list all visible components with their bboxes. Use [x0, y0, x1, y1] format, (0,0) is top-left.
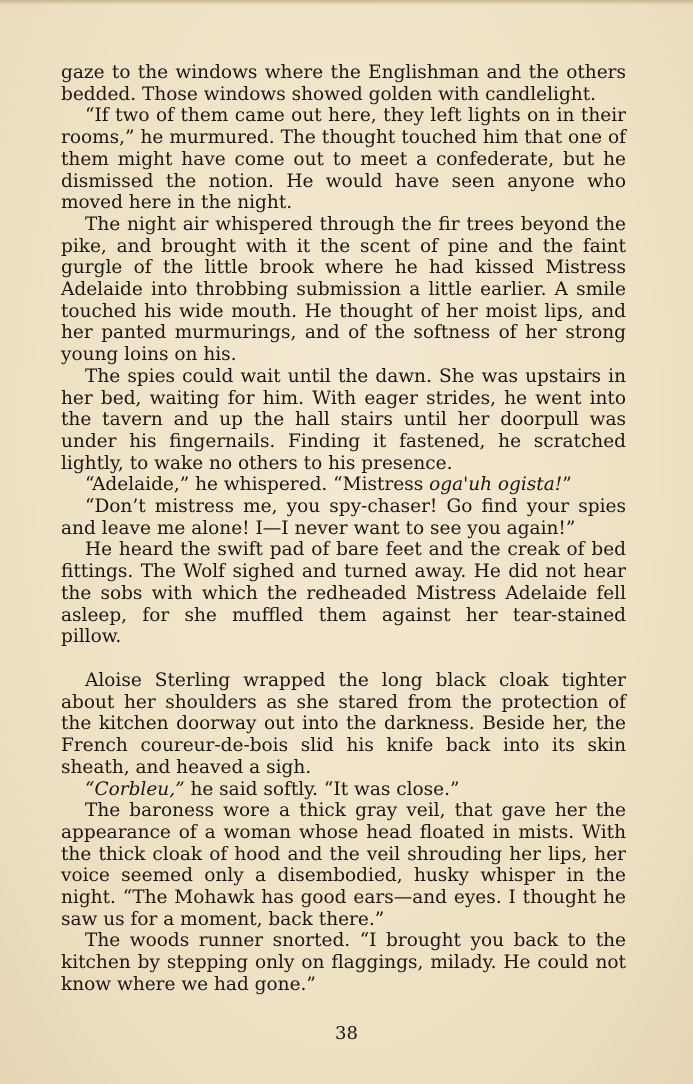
page-number: 38: [335, 1023, 358, 1044]
paragraph-6: “Don’t mistress me, you spy-chaser! Go find your spies and leave me alone! I—I never want to see you again!”: [61, 496, 626, 539]
paragraph-5-text: “Adelaide,” he whispered. “Mistress: [85, 474, 430, 496]
paragraph-2: “If two of them came out here, they left lights on in their rooms,” he murmured. The thought touched him that one of them might have come out to meet a confederate, but he dismissed the notion. He would have seen anyone who moved here in the night.: [61, 105, 626, 214]
body-text: [61, 62, 626, 996]
paragraph-5-italic: oga'uh ogista!: [429, 474, 563, 496]
paragraph-4: The spies could wait until the dawn. She was upstairs in her bed, waiting for him. With eager strides, he went into the tavern and up the hall stairs until her doorpull was under his fingernails. Finding it fastened, he scratched lightly, to wake no others to his presence.: [61, 365, 626, 474]
paragraph-7: He heard the swift pad of bare feet and the creak of bed fittings. The Wolf sighed and turned away. He did not hear the sobs with which the redheaded Mistress Adelaide fell asleep, for she muffled them against her tear-stained pillow.: [61, 539, 626, 648]
paragraph-10: The baroness wore a thick gray veil, that gave her the appearance of a woman whose head floated in mists. With the thick cloak of hood and the veil shrouding her lips, her voice seemed only a disembodied, husky whisper in the night. “The Mohawk has good ears—and eyes. I thought he saw us for a moment, back there.”: [61, 800, 626, 930]
paragraph-1: gaze to the windows where the Englishman and the others bedded. Those windows showed golden with candlelight.: [61, 62, 626, 105]
paragraph-9-text: he said softly. “It was close.”: [184, 778, 460, 800]
paragraph-9-italic: “Corbleu,”: [85, 778, 185, 800]
paragraph-5-close: ”: [562, 474, 572, 496]
paragraph-8: Aloise Sterling wrapped the long black cloak tighter about her shoulders as she stared from the protection of the kitchen doorway out into the darkness. Beside her, the French coureur-de-bois slid his knife back into its skin sheath, and heaved a sigh.: [61, 669, 626, 778]
paragraph-5: [61, 474, 626, 496]
page-top-edge: [0, 0, 693, 5]
paragraph-3: The night air whispered through the fir trees beyond the pike, and brought with it the scent of pine and the faint gurgle of the little brook where he had kissed Mistress Adelaide into throbbing submission a little earlier. A smile touched his wide mouth. He thought of her moist lips, and her panted murmurings, and of the softness of her strong young loins on his.: [61, 213, 626, 366]
paragraph-9: [61, 779, 626, 801]
paragraph-11: The woods runner snorted. “I brought you back to the kitchen by stepping only on flaggings, milady. He could not know where we had gone.”: [61, 930, 626, 995]
